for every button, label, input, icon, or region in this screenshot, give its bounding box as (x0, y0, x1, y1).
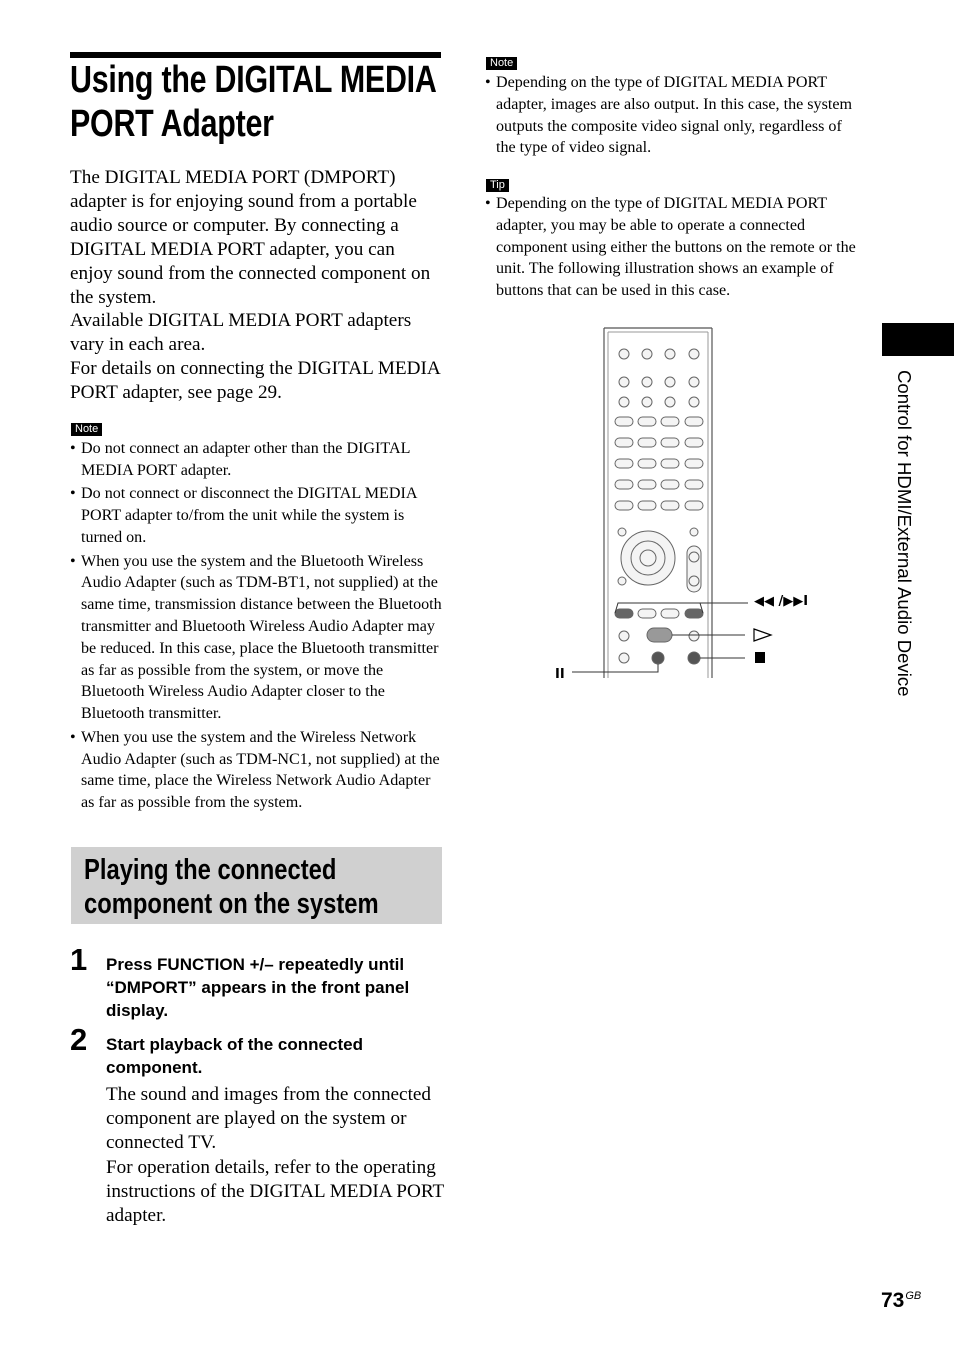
note-item: • Do not connect or disconnect the DIGITAL MEDIA PORT adapter to/from the unit while the system is turned on. (70, 483, 442, 548)
step-description: For operation details, refer to the operating instructions of the DIGITAL MEDIA PORT adapter. (106, 1157, 444, 1226)
section-title-line1: Playing the connected (84, 854, 337, 886)
note-label: Note (71, 423, 102, 436)
page-number-value: 73 (881, 1289, 905, 1312)
step-instruction (106, 953, 441, 1022)
note-item: • Do not connect an adapter other than the DIGITAL MEDIA PORT adapter. (70, 438, 442, 482)
pause-label: II (555, 667, 565, 682)
step-instruction (106, 1033, 441, 1079)
section-title-line2: component on the system (84, 888, 379, 920)
tip-item: • Depending on the type of DIGITAL MEDIA PORT adapter, you may be able to operate a connected component using either the buttons on the remote or the unit. The following illustration shows an example of buttons that can be used in this case. (485, 193, 857, 302)
page-number-suffix: GB (905, 1290, 922, 1302)
step-line: Press FUNCTION +/– repeatedly until (106, 955, 405, 974)
step-number: 1 (70, 942, 88, 977)
page-title-line2: PORT Adapter (70, 103, 274, 145)
play-icon (754, 629, 771, 641)
step-line: display. (106, 1001, 169, 1020)
step-line: Start playback of the connected (106, 1035, 363, 1054)
note-label: Note (486, 57, 517, 70)
side-tab-marker (882, 323, 954, 356)
note-list (70, 438, 442, 816)
intro-text (70, 166, 442, 405)
intro-paragraph-1: The DIGITAL MEDIA PORT (DMPORT) adapter is for enjoying sound from a portable audio source or computer. By connecting a DIGITAL MEDIA PORT adapter, you can enjoy sound from the connected component on the system. (70, 167, 431, 308)
stop-icon (755, 652, 765, 663)
intro-paragraph-3: For details on connecting the DIGITAL MEDIA PORT adapter, see page 29. (70, 358, 440, 404)
page-number (881, 1284, 921, 1313)
note-item: • When you use the system and the Bluetooth Wireless Audio Adapter (such as TDM-BT1, not supplied) at the same time, transmission distance between the Bluetooth transmitter and Bluetooth Wireless Audio Adapter may be reduced. In this case, place the Bluetooth transmitter as far as possible from the system, or move the Bluetooth Wireless Audio Adapter closer to the Bluetooth transmitter. (70, 551, 442, 725)
note-list (485, 72, 857, 161)
step-number: 2 (70, 1022, 88, 1057)
skip-buttons-label: ◀◀ /▶▶I (754, 594, 809, 609)
intro-paragraph-2: Available DIGITAL MEDIA PORT adapters vary in each area. (70, 310, 412, 356)
step-description: The sound and images from the connected component are played on the system or connected TV. (106, 1084, 432, 1153)
page-title-line1: Using the DIGITAL MEDIA (70, 59, 437, 101)
remote-control-illustration (540, 320, 840, 690)
note-item: • Depending on the type of DIGITAL MEDIA PORT adapter, images are also output. In this case, the system outputs the composite video signal only, regardless of the type of video signal. (485, 72, 857, 159)
tip-label: Tip (486, 179, 509, 192)
section-title (84, 853, 379, 921)
step-line: “DMPORT” appears in the front panel (106, 978, 410, 997)
step-line: component. (106, 1058, 203, 1077)
side-tab-text: Control for HDMI/External Audio Device (894, 370, 915, 697)
page-title (70, 58, 437, 146)
tip-list (485, 193, 857, 304)
note-item: • When you use the system and the Wireless Network Audio Adapter (such as TDM-NC1, not supplied) at the same time, place the Wireless Network Audio Adapter as far as possible from the system. (70, 727, 442, 814)
